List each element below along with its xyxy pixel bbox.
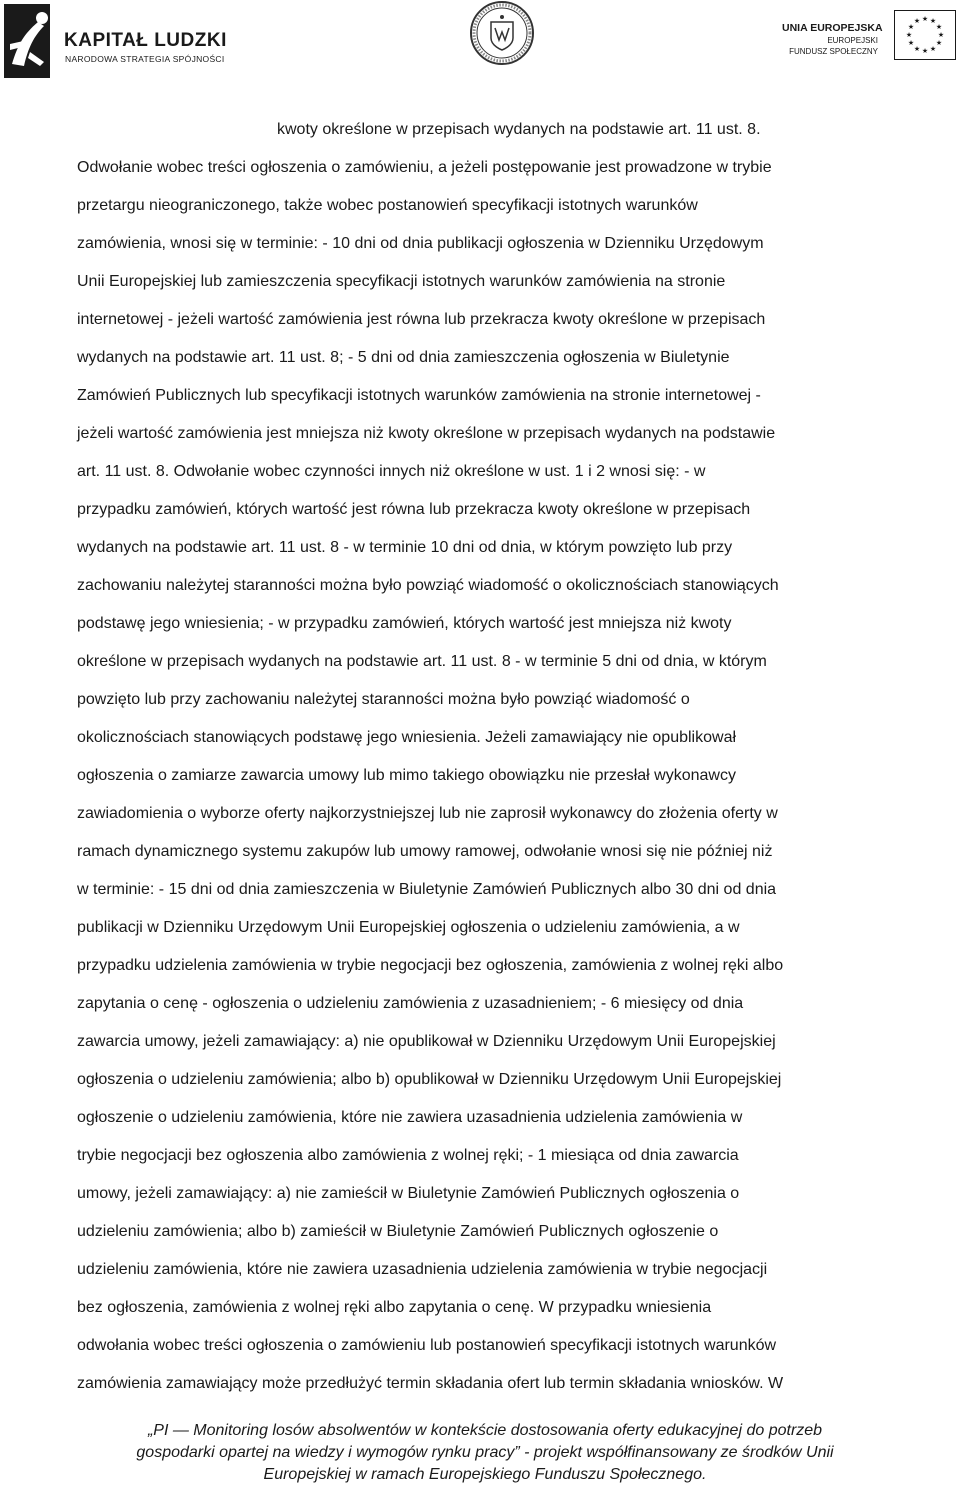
svg-text:★: ★: [935, 23, 943, 31]
svg-text:★: ★: [937, 31, 945, 39]
text-line: jeżeli wartość zamówienia jest mniejsza niż kwoty określone w przepisach wydanych na podstawie: [77, 425, 776, 442]
text-line: powzięto lub przy zachowaniu należytej staranności można było powziąć wiadomość o: [77, 691, 690, 708]
svg-text:★: ★: [921, 47, 929, 55]
svg-text:★: ★: [913, 45, 921, 53]
text-line: przypadku udzielenia zamówienia w trybie negocjacji bez ogłoszenia, zamówienia z wolnej ręki albo: [77, 957, 784, 974]
footer-line-3: Europejskiej w ramach Europejskiego Funduszu Społecznego.: [263, 1466, 707, 1483]
footer-line-2: gospodarki opartej na wiedzy i wymogów rynku pracy” - projekt współfinansowany ze środków Unii: [136, 1444, 834, 1461]
text-line: Odwołanie wobec treści ogłoszenia o zamówieniu, a jeżeli postępowanie jest prowadzone w trybie: [77, 159, 772, 176]
document-body: [77, 117, 917, 1409]
footer-line-1: „PI — Monitoring losów absolwentów w kontekście dostosowania oferty edukacyjnej do potrzeb: [147, 1422, 823, 1439]
text-line: w terminie: - 15 dni od dnia zamieszczenia w Biuletynie Zamówień Publicznych albo 30 dni od dnia: [77, 881, 777, 898]
text-line: zapytania o cenę - ogłoszenia o udzieleniu zamówienia z uzasadnieniem; - 6 miesięcy od dnia: [77, 995, 744, 1012]
text-line: podstawę jego wniesienia; - w przypadku zamówień, których wartość jest mniejsza niż kwoty: [77, 615, 732, 632]
text-line: publikacji w Dzienniku Urzędowym Unii Europejskiej ogłoszenia o udzieleniu zamówienia, a w: [77, 919, 740, 936]
text-line: trybie negocjacji bez ogłoszenia albo zamówienia z wolnej ręki; - 1 miesiąca od dnia zawarcia: [77, 1147, 739, 1164]
text-line: ogłoszenie o udzieleniu zamówienia, które nie zawiera uzasadnienia udzielenia zamówienia w: [77, 1109, 743, 1126]
text-line: bez ogłoszenia, zamówienia z wolnej ręki albo zapytania o cenę. W przypadku wniesienia: [77, 1299, 712, 1316]
text-line: zachowaniu należytej staranności można było powziąć wiadomość o okolicznościach stanowiących: [77, 577, 779, 594]
text-line: Unii Europejskiej lub zamieszczenia specyfikacji istotnych warunków zamówienia na stronie: [77, 273, 726, 290]
kapital-ludzki-title: KAPITAŁ LUDZKI: [64, 30, 227, 51]
eu-logo-line2: EUROPEJSKI: [827, 36, 878, 45]
text-line: ramach dynamicznego systemu zakupów lub umowy ramowej, odwołanie wnosi się nie później niż: [77, 843, 773, 860]
text-line: zawiadomienia o wyborze oferty najkorzystniejszej lub nie zaprosił wykonawcy do złożenia oferty w: [77, 805, 778, 822]
eu-logo-line1: UNIA EUROPEJSKA: [782, 22, 883, 34]
text-line: wydanych na podstawie art. 11 ust. 8 - w terminie 10 dni od dnia, w którym powzięto lub przy: [77, 539, 733, 556]
text-line: przetargu nieograniczonego, także wobec postanowień specyfikacji istotnych warunków: [77, 197, 698, 214]
eu-esf-logo: [760, 10, 956, 70]
text-line: określone w przepisach wydanych na podstawie art. 11 ust. 8 - w terminie 5 dni od dnia, w którym: [77, 653, 767, 670]
svg-text:★: ★: [913, 17, 921, 25]
text-line: okolicznościach stanowiących podstawę jego wniesienia. Jeżeli zamawiający nie opublikował: [77, 729, 737, 746]
text-line: umowy, jeżeli zamawiający: a) nie zamieścił w Biuletynie Zamówień Publicznych ogłoszenia o: [77, 1185, 740, 1202]
text-line: wydanych na podstawie art. 11 ust. 8; - 5 dni od dnia zamieszczenia ogłoszenia w Biuletynie: [77, 349, 730, 366]
text-line: ogłoszenia o udzieleniu zamówienia; albo b) opublikował w Dzienniku Urzędowym Unii Europejskiej: [77, 1071, 782, 1088]
text-line: udzieleniu zamówienia, które nie zawiera uzasadnienia udzielenia zamówienia w trybie negocjacji: [77, 1261, 768, 1278]
svg-text:★: ★: [929, 17, 937, 25]
text-line: udzieleniu zamówienia; albo b) zamieścił w Biuletynie Zamówień Publicznych ogłoszenie o: [77, 1223, 719, 1240]
university-seal-icon: [469, 0, 535, 66]
eu-logo-text: [782, 22, 883, 57]
text-line: Zamówień Publicznych lub specyfikacji istotnych warunków zamówienia na stronie internetowej -: [77, 387, 761, 404]
page-footer: [60, 1420, 910, 1486]
kapital-ludzki-logo: [4, 4, 244, 78]
text-line: zawarcia umowy, jeżeli zamawiający: a) nie opublikował w Dzienniku Urzędowym Unii Europejskiej: [77, 1033, 776, 1050]
svg-text:★: ★: [935, 39, 943, 47]
text-line: ogłoszenia o zamiarze zawarcia umowy lub mimo takiego obowiązku nie przesłał wykonawcy: [77, 767, 736, 784]
text-line: zamówienia, wnosi się w terminie: - 10 dni od dnia publikacji ogłoszenia w Dzienniku Urzędowym: [77, 235, 764, 252]
svg-text:★: ★: [907, 23, 915, 31]
svg-text:★: ★: [921, 15, 929, 23]
eu-flag-icon: [894, 10, 956, 60]
svg-text:★: ★: [905, 31, 913, 39]
text-line: art. 11 ust. 8. Odwołanie wobec czynności innych niż określone w ust. 1 i 2 wnosi się: - w: [77, 463, 706, 480]
kapital-ludzki-emblem-icon: [4, 4, 56, 78]
svg-text:★: ★: [929, 45, 937, 53]
page-header: [0, 0, 960, 85]
kapital-ludzki-subtitle: NARODOWA STRATEGIA SPÓJNOŚCI: [65, 54, 225, 64]
text-line: kwoty określone w przepisach wydanych na podstawie art. 11 ust. 8.: [277, 121, 761, 138]
eu-logo-line3: FUNDUSZ SPOŁECZNY: [789, 47, 878, 56]
svg-text:★: ★: [907, 39, 915, 47]
text-line: przypadku zamówień, których wartość jest równa lub przekracza kwoty określone w przepisach: [77, 501, 751, 518]
text-line: internetowej - jeżeli wartość zamówienia jest równa lub przekracza kwoty określone w przepisach: [77, 311, 766, 328]
text-line: odwołania wobec treści ogłoszenia o zamówieniu lub postanowień specyfikacji istotnych warunków: [77, 1337, 777, 1354]
text-line: zamówienia zamawiający może przedłużyć termin składania ofert lub termin składania wniosków. W: [77, 1375, 784, 1392]
